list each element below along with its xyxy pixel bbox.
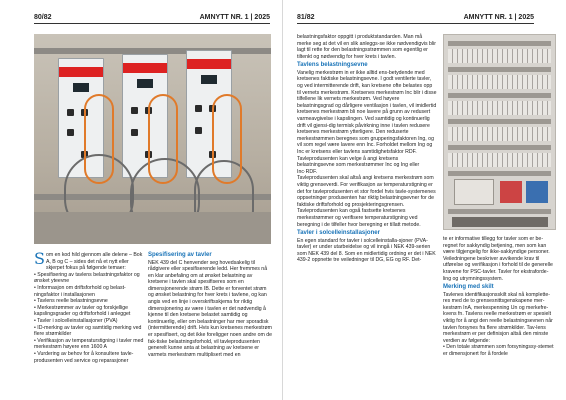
lead-paragraph: belastningsfaktor oppgitt i produktstandarden. Man må merke seg at det vil en slik anleggs-se ikke nødvendigvis blir lagt til rette for den belastningsstrømmen som egentlig er tiltenkt og nødvendig for hver krets i tavlen.	[297, 34, 436, 60]
right-column-2	[443, 236, 556, 358]
control-cabinet-photo	[443, 34, 556, 230]
right-page	[283, 0, 566, 400]
left-column-2	[148, 250, 272, 358]
magazine-title: AMNYTT NR. 1 | 2025	[199, 14, 270, 21]
body-paragraph: Tavlenes identifikasjonsskilt skal nå komplette-res med de to grensesnittsgenskapene mer-kestrøm InA, merkespenning Un og merkefre-kvens fn. Tavlens reelle merkestrøm er spesielt viktig for å angi den reelle belastningsevnen når tavlen forsynes fra flere strømkilder. Tav-lens merkestrøm er per definisjon altså den minste verdien av følgende:	[443, 291, 553, 344]
left-page-header	[34, 10, 270, 24]
list-item: • ID-merking av tavler og samtidig merking ved flere strømkilder	[34, 325, 146, 338]
right-page-header	[297, 10, 534, 24]
list-item: • Tavler i solcelleinstallasjoner (PVA)	[34, 318, 146, 325]
section-heading: Spesifisering av tavler	[148, 252, 212, 258]
body-paragraph: NEK 439 del C henvender seg hovedsakelig til rådgivere eller spesifiserende ledd. Her fremmes nå en klar anbefaling om at ønsket belastning av kretsene i tavlen skal spesifiseres som en dimensjonerende strøm IB. Dette er forventet strøm og ønsket belastning for hver krets i tavlene, og kan angis ved en linje i overskriftsskjema for riktig dimensjonering av være i tavlen er det nødvendig å kjenne til den kretsene belastet samtidig og kontinuerlig, eller om belastninger har mer sporadisk (intermitterende) drift. Hvis kun kretsenes merkestrøm er spesifisert, og det ikke foreligger noen andre om de fak-tiske belastningsforhold, vil tavleprodusenten generelt kunne anta at belastning av kretsene er varmets merkestrøm multiplisert med en	[148, 259, 272, 358]
section-heading: Tavler i solcelleinstallasjoner	[297, 230, 380, 237]
section-heading: Tavlens belastningsevne	[297, 62, 368, 69]
servo-drive-photo	[34, 34, 271, 244]
left-column-1	[34, 249, 146, 364]
section-heading: Merking med skilt	[443, 284, 494, 291]
right-column-1	[297, 34, 437, 264]
list-item: • Verifikasjon av temperaturstigning i tavler med merkestrøm høyere enn 1600 A	[34, 338, 146, 351]
magazine-title: AMNYTT NR. 1 | 2025	[463, 14, 534, 21]
list-item: • Merkestrømmer av tavler og forskjellige kapslingsgrader og driftsforhold i anlegget	[34, 305, 146, 318]
list-item: • Den totale strømmen som forsyningssy-stemet er dimensjonert for å fordele	[443, 344, 556, 357]
page-number: 80/82	[34, 14, 52, 21]
intro-paragraph: om en kod hild gjennom alle delene – Bok A, B og C – sides det nå et nytt eller skjerpet fokus på følgende temaer:	[45, 252, 143, 272]
list-item: • Informasjon om driftsforhold og belast-ningsfaktor i installasjonen	[34, 285, 146, 298]
body-paragraph: Vanelig merkestrøm in er ikke alltid ens-betydende med kretsenes faktiske belastningsevne. I godt ventilerte tavler, og ved intermitterende drift, kan kretsene ofte belastes opp til vernets merkestrøm. Kretsenes merkestrøm Inc blir i disse tilfellene lik vernets merkestrøm. Ved høyere belastningsgrad og dårligere ventilasjon i tavlen, vil imidlertid kretsenes merkestrøm bli noe lavere på grunn av redusert varmeavgivelse i kapslingen. Ved samtidig og kontinuerlig drift vil gjensi-dig termisk påvirkning inne i tavlen redusere kretsenes merkestrøm ytterligere. Den reduserte merkestrømmen beregnes som grupperingsfaktoren Ing, og vil som regel være lavere enn Inc. Forholdet mellom Ing og Inc er kretsens eller tavlens samtidighetsfaktor RDF. Tavleprodusenten kan velge å angi kretsens belastningsevne som merkestrømmer Inc og Ing eller Inc·RDF.	[297, 69, 437, 175]
drop-cap: S	[34, 249, 45, 268]
lead-paragraph: te er informative tillegg for tavler som er be-regnet for sakkyndig betjening, men som kan være tilgjengelig for ikke-sakkyndige personer. Veiledningene beskriver avvikende krav til utførelse og verifikasjon i forhold til de generelle kravene for PSC-tavler. Tavler for ekstraforde-ling og utrymningssystem.	[443, 236, 553, 282]
list-item: • Tavlens reelle belastningsevne	[34, 298, 146, 305]
list-item: • Vurdering av behov for å konsultere tavle-produsenten ved service og reparasjoner	[34, 351, 146, 364]
body-paragraph: Tavleprodusenten skal altså angi kretsens merkestrøm som viktig grenseverdi. For verifikasjon av temperaturstigning er det for tavleprodusenten et stor fordel hvis tavle-systemenes oppsetninger produsenten har riktig belastningsevner for de faktiske driftsforhold og prosjekteringsgrensen. Tavleprodusenten kan også fastsette kretsenes merkestrømmer og verifisere temperaturstigning ved beregning i de tilfeller hvor beregning er tillatt metode.	[297, 175, 436, 228]
body-paragraph: En egen standard for tavler i solcelleinstalla-sjoner (PVA-tavler) er under utarbeidelse og vil inngå i NEK 439-serien som NEK 439 del 8. Som en midlertidig ordning er det i NEK 439-2 oppnette tre veiledninger til DG, EG og RF. Det-	[297, 237, 436, 264]
list-item: • Spesifisering av tavlens belastningsfaktor og ønsket yteevne	[34, 272, 146, 285]
page-number: 81/82	[297, 14, 315, 21]
